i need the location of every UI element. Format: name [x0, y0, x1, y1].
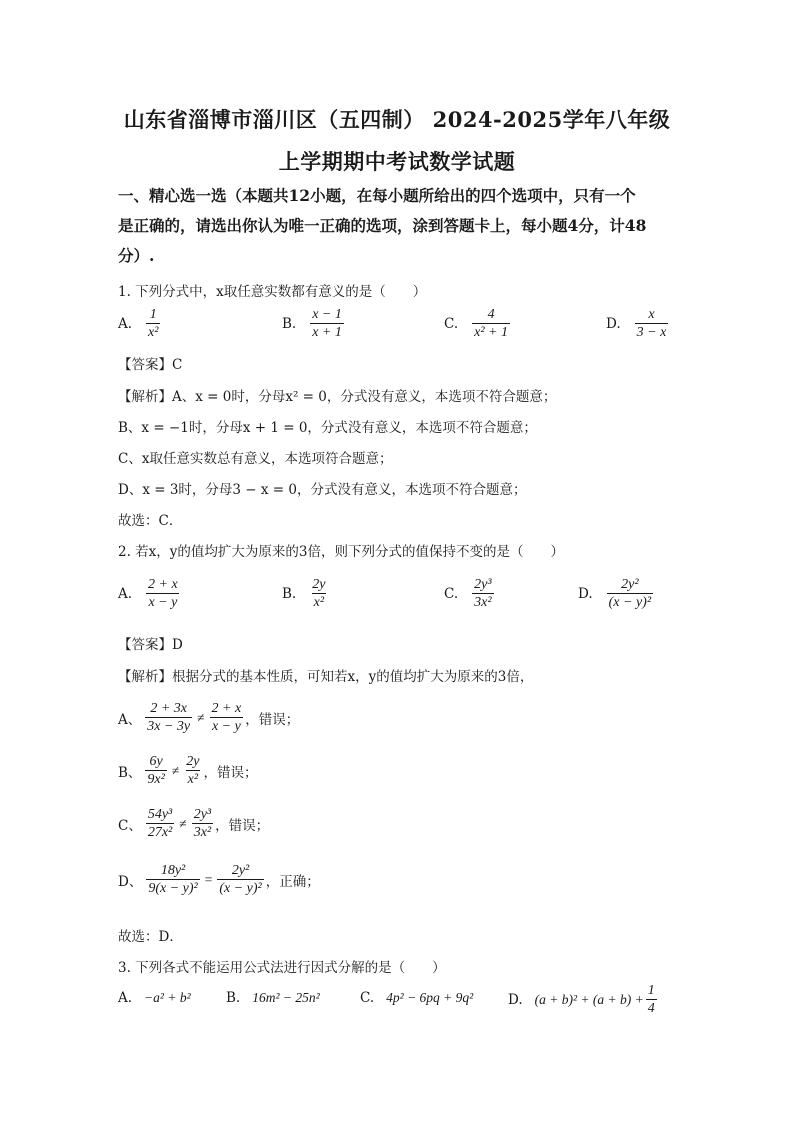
q3-option-c — [360, 990, 473, 1006]
relation-sign: = — [204, 871, 213, 887]
denominator: x − y — [148, 595, 178, 610]
q2-analysis-item-d — [118, 862, 320, 897]
fraction — [145, 753, 166, 788]
option-expression: −a² + b² — [144, 990, 191, 1005]
numerator: 18y² — [160, 863, 186, 878]
fraction — [146, 806, 174, 841]
option-label: C. — [444, 315, 459, 332]
denominator: x² — [148, 325, 159, 340]
denominator: x − y — [211, 719, 241, 734]
fraction — [146, 862, 199, 897]
fraction — [310, 306, 344, 341]
relation-sign: ≠ — [179, 815, 187, 831]
fraction — [217, 862, 263, 897]
fraction — [146, 306, 160, 341]
item-label: A、 — [118, 711, 142, 728]
q2-option-d — [578, 576, 655, 611]
q1-analysis-line3: C、x取任意实数总有意义，本选项符合题意； — [118, 451, 393, 467]
page-title-line2: 上学期期中考试数学试题 — [278, 149, 516, 174]
q3-option-d — [508, 982, 659, 1017]
denominator: 3x² — [193, 825, 212, 840]
q1-option-c — [444, 306, 512, 341]
option-expression: 4p² − 6pq + 9q² — [386, 990, 474, 1005]
option-label: B. — [282, 315, 297, 332]
denominator: (x − y)² — [608, 595, 652, 610]
q2-analysis-intro: 【解析】根据分式的基本性质，可知若x，y的值均扩大为原来的3倍， — [118, 669, 534, 685]
q2-option-b — [282, 576, 329, 611]
numerator: 4 — [487, 307, 495, 322]
q3-stem: 3. 下列各式不能运用公式法进行因式分解的是（ ） — [118, 960, 446, 976]
q2-stem: 2. 若x，y的值均扩大为原来的3倍，则下列分式的值保持不变的是（ ） — [118, 544, 565, 560]
denominator: x² — [313, 595, 325, 610]
denominator: 4 — [647, 1001, 655, 1016]
denominator: 3x² — [474, 595, 492, 610]
item-verdict: ，正确； — [265, 873, 320, 890]
item-verdict: ，错误； — [245, 711, 300, 728]
option-label: C. — [360, 990, 375, 1006]
section-instructions-line2: 是正确的，请选出你认为唯一正确的选项，涂到答题卡上，每小题4分，计48 — [118, 216, 647, 235]
q1-option-d — [606, 306, 670, 341]
item-verdict: ，错误； — [203, 764, 258, 781]
section-instructions-line3: 分）. — [118, 246, 155, 265]
numerator: 2y³ — [193, 807, 212, 822]
numerator: 54y³ — [147, 807, 173, 822]
relation-sign: ≠ — [171, 762, 180, 778]
page-title-line1: 山东省淄博市淄川区（五四制） 2024-2025学年八年级 — [123, 107, 671, 132]
option-label: A. — [118, 585, 133, 602]
numerator: 2y² — [231, 863, 250, 878]
denominator: 3x − 3y — [147, 719, 191, 734]
item-label: B、 — [118, 764, 142, 781]
fraction — [646, 982, 657, 1017]
denominator: (x − y)² — [219, 881, 262, 896]
numerator: 2 + 3x — [150, 701, 188, 716]
relation-sign: ≠ — [197, 709, 205, 725]
numerator: x − 1 — [312, 307, 342, 322]
numerator: 2y³ — [474, 577, 492, 592]
q1-stem: 1. 下列分式中，x取任意实数都有意义的是（ ） — [118, 284, 427, 300]
q1-analysis-line4: D、x = 3时，分母3 − x = 0，分式没有意义，本选项不符合题意； — [118, 482, 527, 498]
fraction — [472, 306, 510, 341]
denominator: x² + 1 — [474, 325, 508, 340]
fraction — [146, 576, 180, 611]
q2-option-c — [444, 576, 496, 611]
fraction — [607, 576, 653, 611]
option-label: B. — [226, 990, 241, 1006]
fraction — [192, 806, 213, 841]
denominator: 27x² — [147, 825, 173, 840]
denominator: 3 − x — [636, 325, 667, 340]
q1-option-b — [282, 306, 346, 341]
fraction — [472, 576, 493, 611]
option-label: B. — [282, 585, 297, 602]
q1-analysis-line1: 【解析】A、x = 0时，分母x² = 0，分式没有意义，本选项不符合题意； — [118, 389, 557, 405]
numerator: 2 + x — [211, 701, 242, 716]
fraction — [310, 576, 327, 611]
option-label: C. — [444, 585, 459, 602]
item-label: C、 — [118, 817, 142, 834]
denominator: 9x² — [147, 772, 165, 787]
q2-analysis-item-b — [118, 753, 257, 788]
option-label: D. — [606, 315, 621, 332]
q1-option-a — [118, 306, 162, 341]
option-label: A. — [118, 315, 133, 332]
denominator: x² — [187, 772, 199, 787]
q3-option-b — [226, 990, 320, 1006]
numerator: 1 — [647, 983, 655, 998]
denominator: 9(x − y)² — [148, 881, 198, 896]
option-label: D. — [508, 991, 523, 1008]
q2-option-a — [118, 576, 182, 611]
q2-answer: 【答案】D — [118, 637, 183, 653]
section-instructions-line1: 一、精心选一选（本题共12小题，在每小题所给出的四个选项中，只有一个 — [118, 186, 636, 205]
fraction — [184, 753, 201, 788]
option-expression: 16m² − 25n² — [252, 990, 320, 1005]
q2-conclusion: 故选：D． — [118, 929, 183, 945]
denominator: x + 1 — [312, 325, 342, 340]
numerator: 2 + x — [148, 577, 178, 592]
q2-analysis-item-a — [118, 700, 299, 735]
numerator: 6y — [149, 754, 163, 769]
fraction — [145, 700, 192, 735]
numerator: 2y² — [621, 577, 639, 592]
q3-option-a — [118, 990, 191, 1006]
q2-analysis-item-c — [118, 806, 269, 841]
item-label: D、 — [118, 873, 143, 890]
numerator: 2y — [312, 577, 326, 592]
option-expression: (a + b)² + (a + b) + — [534, 991, 644, 1007]
item-verdict: ，错误； — [215, 817, 270, 834]
numerator: 2y — [186, 754, 200, 769]
q1-conclusion: 故选：C． — [118, 513, 183, 529]
fraction — [635, 306, 669, 341]
option-label: D. — [578, 585, 593, 602]
numerator: 1 — [149, 307, 157, 322]
option-label: A. — [118, 990, 133, 1006]
q1-answer: 【答案】C — [118, 357, 183, 373]
fraction — [210, 700, 244, 735]
numerator: x — [648, 307, 655, 322]
q1-analysis-line2: B、x = −1时，分母x + 1 = 0，分式没有意义，本选项不符合题意； — [118, 420, 537, 436]
